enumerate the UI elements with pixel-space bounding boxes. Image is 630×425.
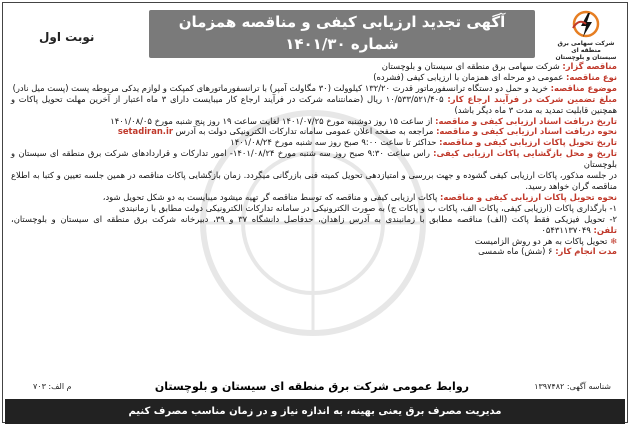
delivery-method-paragraph bbox=[11, 192, 617, 203]
guarantee-paragraph bbox=[11, 94, 617, 116]
energy-slogan: مدیریت مصرف برق یعنی بهینه، به اندازه نیاز و در زمان مناسب مصرف کنیم bbox=[128, 406, 502, 417]
energy-slogan-bar bbox=[5, 399, 625, 424]
tenderer-paragraph bbox=[11, 61, 617, 72]
mandatory-note-paragraph bbox=[11, 236, 617, 247]
delivery-method-label: نحوه تحویل پاکات ارزیابی کیفی و مناقصه: bbox=[440, 191, 617, 202]
tender-subject-value: خرید و حمل دو دستگاه ترانسفورماتور قدرت ۱۳۲/۲۰ کیلوولت (۳۰ مگاولت آمپر) با ترانسفورماتورهای کمپکت و لوازم یدکی مربوطه پست (پست میل نادر) bbox=[12, 82, 551, 93]
tender-body bbox=[11, 61, 617, 257]
document-receipt-date-paragraph bbox=[11, 116, 617, 127]
footer-band bbox=[11, 378, 619, 396]
document-receipt-method-paragraph bbox=[11, 126, 617, 137]
envelope-delivery-date-paragraph bbox=[11, 137, 617, 148]
envelope-delivery-date-value: حداکثر تا ساعت ۹:۰۰ صبح روز سه شنبه مورخ ۱۴۰۱/۰۸/۲۴ bbox=[230, 137, 440, 148]
public-relations-line: روابط عمومی شرکت برق منطقه ای سیستان و بلوچستان bbox=[154, 380, 469, 393]
duration-label: مدت انجام کار: bbox=[555, 246, 617, 257]
document-receipt-date-value: از ساعت ۱۵ روز دوشنبه مورخ ۱۴۰۱/۰۷/۲۵ لغایت ساعت ۱۹ روز پنج شنبه مورخ ۱۴۰۱/۰۸/۰۵ bbox=[110, 115, 436, 126]
ad-id: شناسه آگهی: ۱۳۹۷۴۸۲ bbox=[534, 382, 611, 391]
title-box bbox=[149, 10, 535, 58]
tender-type-label: نوع مناقصه: bbox=[566, 71, 617, 82]
publication-round: نوبت اول bbox=[39, 30, 95, 44]
opening-date-paragraph bbox=[11, 148, 617, 170]
tender-subject-paragraph bbox=[11, 83, 617, 94]
page-title: آگهی تجدید ارزیابی کیفی و مناقصه همزمان bbox=[178, 13, 506, 31]
tender-subject-label: موضوع مناقصه: bbox=[550, 82, 617, 93]
snowflake-bullet-icon: ❄ bbox=[609, 235, 617, 246]
tenderer-label: مناقصه گزار: bbox=[562, 61, 617, 71]
phone-label: تلفن: bbox=[593, 224, 617, 235]
electronic-upload-text: ۱- بارگذاری پاکات (ارزیابی کیفی، پاکات الف، پاکات ب و پاکات ج) به صورت الکترونیکی در سامانه تدارکات الکترونیکی دولت مطابق با زمانبندی bbox=[118, 202, 617, 213]
phone-number: ۰۵۴۳۱۱۳۷۰۴۹ bbox=[541, 224, 591, 235]
tenderer-value: شرکت سهامی برق منطقه ای سیستان و بلوچستان bbox=[381, 61, 563, 71]
header bbox=[9, 8, 627, 60]
guarantee-label: مبلغ تضمین شرکت در فرآیند ارجاع کار: bbox=[447, 93, 617, 104]
duration-value: ۶ (شش) ماه شمسی bbox=[478, 246, 556, 257]
document-receipt-method-value: مراجعه به صفحه اعلان عمومی سامانه تدارکات الکترونیکی دولت به آدرس bbox=[173, 126, 437, 137]
logo-text-line1: شرکت سهامی برق منطقه ای bbox=[557, 40, 615, 54]
tender-type-value: عمومی دو مرحله ای همزمان با ارزیابی کیفی (فشرده) bbox=[373, 71, 567, 82]
document-receipt-method-label: نحوه دریافت اسناد ارزیابی کیفی و مناقصه: bbox=[436, 126, 617, 137]
electronic-upload-paragraph bbox=[11, 203, 617, 214]
session-text: در جلسه مذکور، پاکات ارزیابی کیفی گشوده و جهت بررسی و امتیازدهی تحویل کمیته فنی بازرگانی میگردد. زمان بازگشایی پاکات مناقصه در همین جلسه تعیین و کتبا به اطلاع مناقصه گران خواهد رسید. bbox=[11, 170, 617, 191]
physical-delivery-text: ۲- تحویل فیزیکی فقط پاکت (الف) مناقصه مطابق با زمانبندی به آدرس زاهدان، حدفاصل دانشگاه ۳۷ و ۳۹، دبیرخانه شرکت برق منطقه ای سیستان و بلوچستان، bbox=[11, 213, 617, 224]
session-paragraph bbox=[11, 170, 617, 192]
delivery-method-value: پاکات ارزیابی کیفی و مناقصه که توسط مناقصه گر تهیه میشود میبایست به دو شکل تحویل شود، bbox=[102, 191, 441, 202]
document-receipt-date-label: تاریخ دریافت اسناد ارزیابی کیفی و مناقصه: bbox=[435, 115, 617, 126]
tender-number: شماره ۱۴۰۱/۳۰ bbox=[285, 35, 399, 53]
power-company-logo-icon bbox=[569, 10, 603, 40]
mandatory-note-text: تحویل پاکات به هر دو روش الزامیست bbox=[474, 235, 610, 246]
opening-date-value: راس ساعت ۹:۳۰ صبح روز سه شنبه مورخ ۱۴۰۱/۰۸/۲۴- امور تدارکات و قراردادهای شرکت برق منطقه ای سیستان و بلوچستان bbox=[11, 148, 617, 170]
guarantee-value: ۱۰/۵۳۳/۵۲۱/۴۰۵ ریال (ضمانتنامه شرکت در فرآیند ارجاع کار میبایست دارای ۳ ماه اعتبار از آخرین مهلت تحویل پاکات و همچنین قابلیت تمدید به مدت ۳ ماه دیگر باشد) bbox=[11, 93, 617, 115]
ad-code: م الف: ۷۰۳ bbox=[33, 382, 72, 391]
envelope-delivery-date-label: تاریخ تحویل پاکات ارزیابی کیفی و مناقصه: bbox=[439, 137, 617, 148]
logo-text-line2: سیستان و بلوچستان bbox=[555, 54, 617, 61]
setadiran-link[interactable]: setadiran.ir bbox=[117, 126, 173, 137]
duration-paragraph bbox=[11, 246, 617, 257]
company-logo bbox=[551, 10, 621, 62]
advertisement-frame bbox=[2, 2, 628, 423]
tender-type-paragraph bbox=[11, 72, 617, 83]
opening-date-label: تاریخ و محل بازگشایی پاکات ارزیابی کیفی: bbox=[433, 148, 618, 159]
physical-delivery-paragraph bbox=[11, 214, 617, 236]
